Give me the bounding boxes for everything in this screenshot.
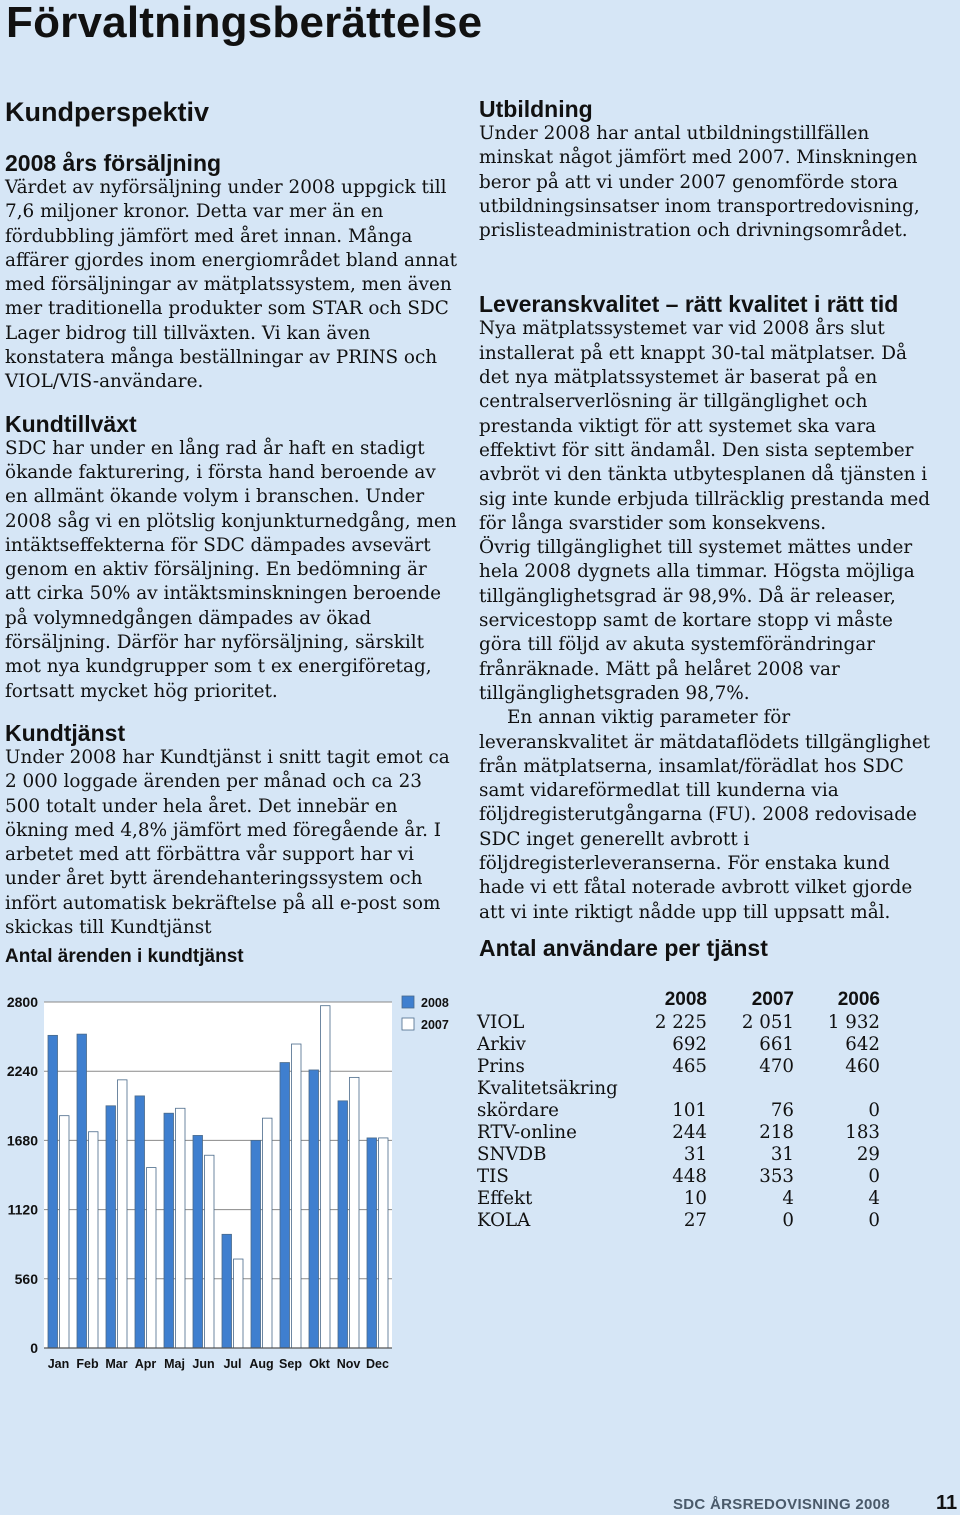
bar-2007-dec (379, 1138, 389, 1348)
y-tick-label: 0 (30, 1340, 38, 1356)
x-tick-label: Dec (366, 1357, 389, 1371)
section-leveranskvalitet (479, 291, 939, 924)
section-paragraph: Nya mätplatssystemet var vid 2008 års slut installerat på ett knappt 30-tal mätplatser. Då det nya mätplatssystemet är baserat på en centralserverlösning är tillgänglighet och prestanda viktigt för att systemet ska vara effektivt för sitt ändamål. Den sista september avbröt vi den tänkta utbytesplanen då tjänsten i sig inte kunde erbjuda tillräcklig prestanda med för långa svarstider som konsekvens. (479, 318, 931, 534)
section-text: SDC har under en lång rad år haft en stadigt ökande fakturering, i första hand beroende av en allmänt ökande volym i branschen. Under 2008 såg vi en plötslig konjunkturnedgång, men intäktseffekterna för SDC dämpades avsevärt genom en aktiv försäljning. En bedömning är att cirka 50% av intäktsminskningen beroende på volymnedgången dämpades av ökad försäljning. Därför har nyförsäljning, särskilt mot nya kundgrupper som t ex energiföretag, fortsatt mycket hög prioritet. (5, 437, 457, 702)
legend-label: 2007 (421, 1018, 449, 1032)
x-tick-label: Jul (223, 1357, 242, 1371)
section-kundtillvaxt (5, 411, 457, 704)
table-cell-value (794, 1078, 880, 1100)
table-cell-value: 0 (868, 1166, 880, 1187)
table-cell-value: 31 (683, 1144, 707, 1165)
table-cell-service: skördare (477, 1100, 559, 1121)
bar-2008-dec (367, 1138, 377, 1348)
bar-2008-maj (164, 1113, 174, 1348)
bar-2007-mar (118, 1080, 128, 1348)
section-kundtjanst (5, 720, 457, 940)
table-row (477, 1188, 880, 1210)
section-paragraph: En annan viktig parameter för leveranskvalitet är mätdataflödets tillgänglighet från mätplatserna, insamlat/förädlat hos SDC samt vidareförmedlat till kunderna via följdregisterutgångarna (FU). 2008 redovisade SDC inget generellt avbrott i följdregisterleveranserna. För enstaka kund hade vi ett fåtal noterade avbrott vilket gjorde att vi inte riktigt nådde upp till uppsatt mål. (479, 707, 931, 923)
bar-2007-jul (234, 1259, 244, 1348)
table-cell-value: 101 (672, 1100, 707, 1121)
table-cell-value: 183 (845, 1122, 880, 1143)
table-cell-value: 10 (683, 1188, 707, 1209)
bar-2008-okt (309, 1070, 319, 1348)
table-row (477, 1166, 880, 1188)
bar-2008-mar (106, 1106, 116, 1348)
section-text: Under 2008 har antal utbildningstillfällen minskat något jämfört med 2007. Minskningen beror på att vi under 2007 genomförde stora utbildningsinsatser inom transportredovisning, prislisteadministration och drivningsområdet. (479, 123, 920, 242)
table-cell-value: 76 (770, 1100, 794, 1121)
bar-2008-aug (251, 1140, 261, 1348)
bar-2007-sep (292, 1044, 302, 1348)
section-utbildning (479, 96, 939, 243)
table-cell-value: 2 051 (741, 1012, 794, 1033)
table-cell-value: 448 (672, 1166, 707, 1187)
bar-2007-aug (263, 1118, 273, 1348)
section-heading-kundperspektiv: Kundperspektiv (5, 97, 210, 127)
table-cell-value: 4 (868, 1188, 880, 1209)
table-row (477, 1034, 880, 1056)
table-row (477, 1012, 880, 1034)
bar-2007-jan (60, 1116, 70, 1348)
table-cell-service: KOLA (477, 1210, 531, 1231)
bar-2008-sep (280, 1063, 290, 1348)
table-row (477, 1078, 880, 1100)
table-cell-value: 642 (845, 1034, 880, 1055)
bar-2008-jun (193, 1135, 203, 1348)
table-header-row (477, 988, 880, 1012)
bar-2008-feb (77, 1034, 87, 1348)
bar-2008-apr (135, 1096, 145, 1348)
table-header-cell: 2006 (837, 989, 880, 1010)
table-cell-value: 460 (845, 1056, 880, 1077)
bar-2007-feb (89, 1132, 99, 1348)
bar-2007-okt (321, 1006, 331, 1348)
page-title: Förvaltningsberättelse (6, 0, 483, 47)
chart-title: Antal ärenden i kundtjänst (5, 946, 244, 967)
table-cell-service: Arkiv (477, 1034, 526, 1055)
table-cell-value: 0 (868, 1100, 880, 1121)
x-tick-label: Jun (192, 1357, 215, 1371)
section-text: Under 2008 har Kundtjänst i snitt tagit emot ca 2 000 loggade ärenden per månad och ca 23 500 totalt under hela året. Det innebär en ökning med 4,8% jämfört med föregående år. I arbetet med att förbättra vår support har vi under året bytt ärendehanteringssystem och infört automatisk bekräftelse på all e-post som skickas till Kundtjänst (5, 746, 450, 939)
table-cell-value: 4 (782, 1188, 794, 1209)
x-tick-label: Nov (336, 1357, 361, 1371)
bar-2007-jun (205, 1155, 215, 1348)
table-cell-service: Effekt (477, 1188, 533, 1209)
y-tick-label: 2240 (6, 1063, 38, 1080)
section-forsaljning (5, 150, 457, 395)
table-title: Antal användare per tjänst (479, 935, 768, 961)
y-tick-label: 1120 (7, 1201, 38, 1218)
table-cell-service: RTV-online (477, 1122, 577, 1143)
x-tick-label: Feb (76, 1357, 99, 1371)
y-tick-label: 1680 (6, 1132, 38, 1149)
table-cell-value: 27 (683, 1210, 707, 1231)
table-cell-value (707, 1078, 794, 1100)
legend-swatch (402, 1018, 414, 1030)
section-title: Utbildning (479, 96, 593, 122)
bar-2007-apr (147, 1168, 157, 1348)
right-column (479, 96, 939, 941)
bar-2008-nov (338, 1101, 348, 1348)
table-row (477, 1122, 880, 1144)
section-title: Kundtjänst (5, 719, 126, 746)
table-cell-value: 0 (868, 1210, 880, 1231)
table-cell-service: Prins (477, 1056, 525, 1077)
bar-2008-jul (222, 1234, 232, 1348)
table-row (477, 1100, 880, 1122)
table-cell-service: TIS (477, 1166, 509, 1187)
legend-label: 2008 (421, 996, 449, 1010)
x-tick-label: Maj (164, 1357, 185, 1371)
table-cell-value: 218 (759, 1122, 794, 1143)
table-cell-value: 1 932 (827, 1012, 880, 1033)
y-tick-label: 2800 (6, 994, 38, 1010)
x-tick-label: Okt (309, 1357, 330, 1371)
table-row (477, 1210, 880, 1232)
table-cell-value (647, 1078, 707, 1100)
table-cell-value: 353 (759, 1166, 794, 1187)
table-row (477, 1144, 880, 1166)
table-cell-value: 692 (672, 1034, 707, 1055)
table-cell-value: 661 (759, 1034, 794, 1055)
section-text: Värdet av nyförsäljning under 2008 uppgick till 7,6 miljoner kronor. Detta var mer än en fördubbling jämfört med året innan. Många affärer gjordes inom energiområdet bland annat med försäljningar av mätplatssystem, men även mer traditionella produkter som STAR och SDC Lager bidrog till tillväxten. Vi kan även konstatera många beställningar av PRINS och VIOL/VIS-användare. (5, 177, 457, 393)
table-cell-value: 2 225 (654, 1012, 707, 1033)
table-header-cell: 2008 (664, 989, 707, 1010)
table-body (477, 1012, 880, 1232)
table-cell-value: 29 (856, 1144, 880, 1165)
table-cell-value: 0 (782, 1210, 794, 1231)
x-tick-label: Mar (105, 1357, 128, 1371)
x-tick-label: Jan (47, 1357, 70, 1371)
table-header-cell: 2007 (751, 989, 794, 1010)
table-cell-value: 470 (759, 1056, 794, 1077)
table-cell-value: 465 (672, 1056, 707, 1077)
section-title: Leveranskvalitet – rätt kvalitet i rätt tid (479, 291, 899, 318)
bar-2007-nov (350, 1077, 360, 1348)
table-cell-value: 31 (770, 1144, 794, 1165)
table-cell-service: SNVDB (477, 1144, 547, 1165)
bar-2007-maj (176, 1108, 186, 1348)
table-cell-service: VIOL (477, 1012, 525, 1033)
legend-swatch (402, 996, 414, 1008)
y-tick-label: 560 (14, 1270, 38, 1287)
x-tick-label: Apr (134, 1357, 157, 1371)
section-paragraph: Övrig tillgänglighet till systemet mättes under hela 2008 dygnets alla timmar. Högsta möjliga tillgänglighetsgrad är 98,9%. Då är releaser, servicestopp samt de kortare stopp vi måste göra till följd av akuta systemförändringar frånräknade. Mätt på helåret 2008 var tillgänglighetsgraden 98,7%. (479, 537, 915, 704)
table-header-cell (477, 988, 647, 1012)
table-row (477, 1056, 880, 1078)
x-tick-label: Aug (249, 1357, 274, 1371)
x-tick-label: Sep (279, 1357, 302, 1371)
left-column (5, 96, 457, 956)
page-number: 11 (936, 1492, 958, 1514)
section-title: Kundtillväxt (5, 410, 137, 437)
footer-label: SDC ÅRSREDOVISNING 2008 (673, 1496, 890, 1513)
cases-bar-chart (0, 986, 470, 1386)
table-cell-value: 244 (672, 1122, 707, 1143)
bar-2008-jan (48, 1035, 58, 1348)
section-title: 2008 års försäljning (5, 150, 222, 176)
table-cell-service: Kvalitetsäkring (477, 1078, 618, 1099)
users-table (477, 988, 880, 1232)
